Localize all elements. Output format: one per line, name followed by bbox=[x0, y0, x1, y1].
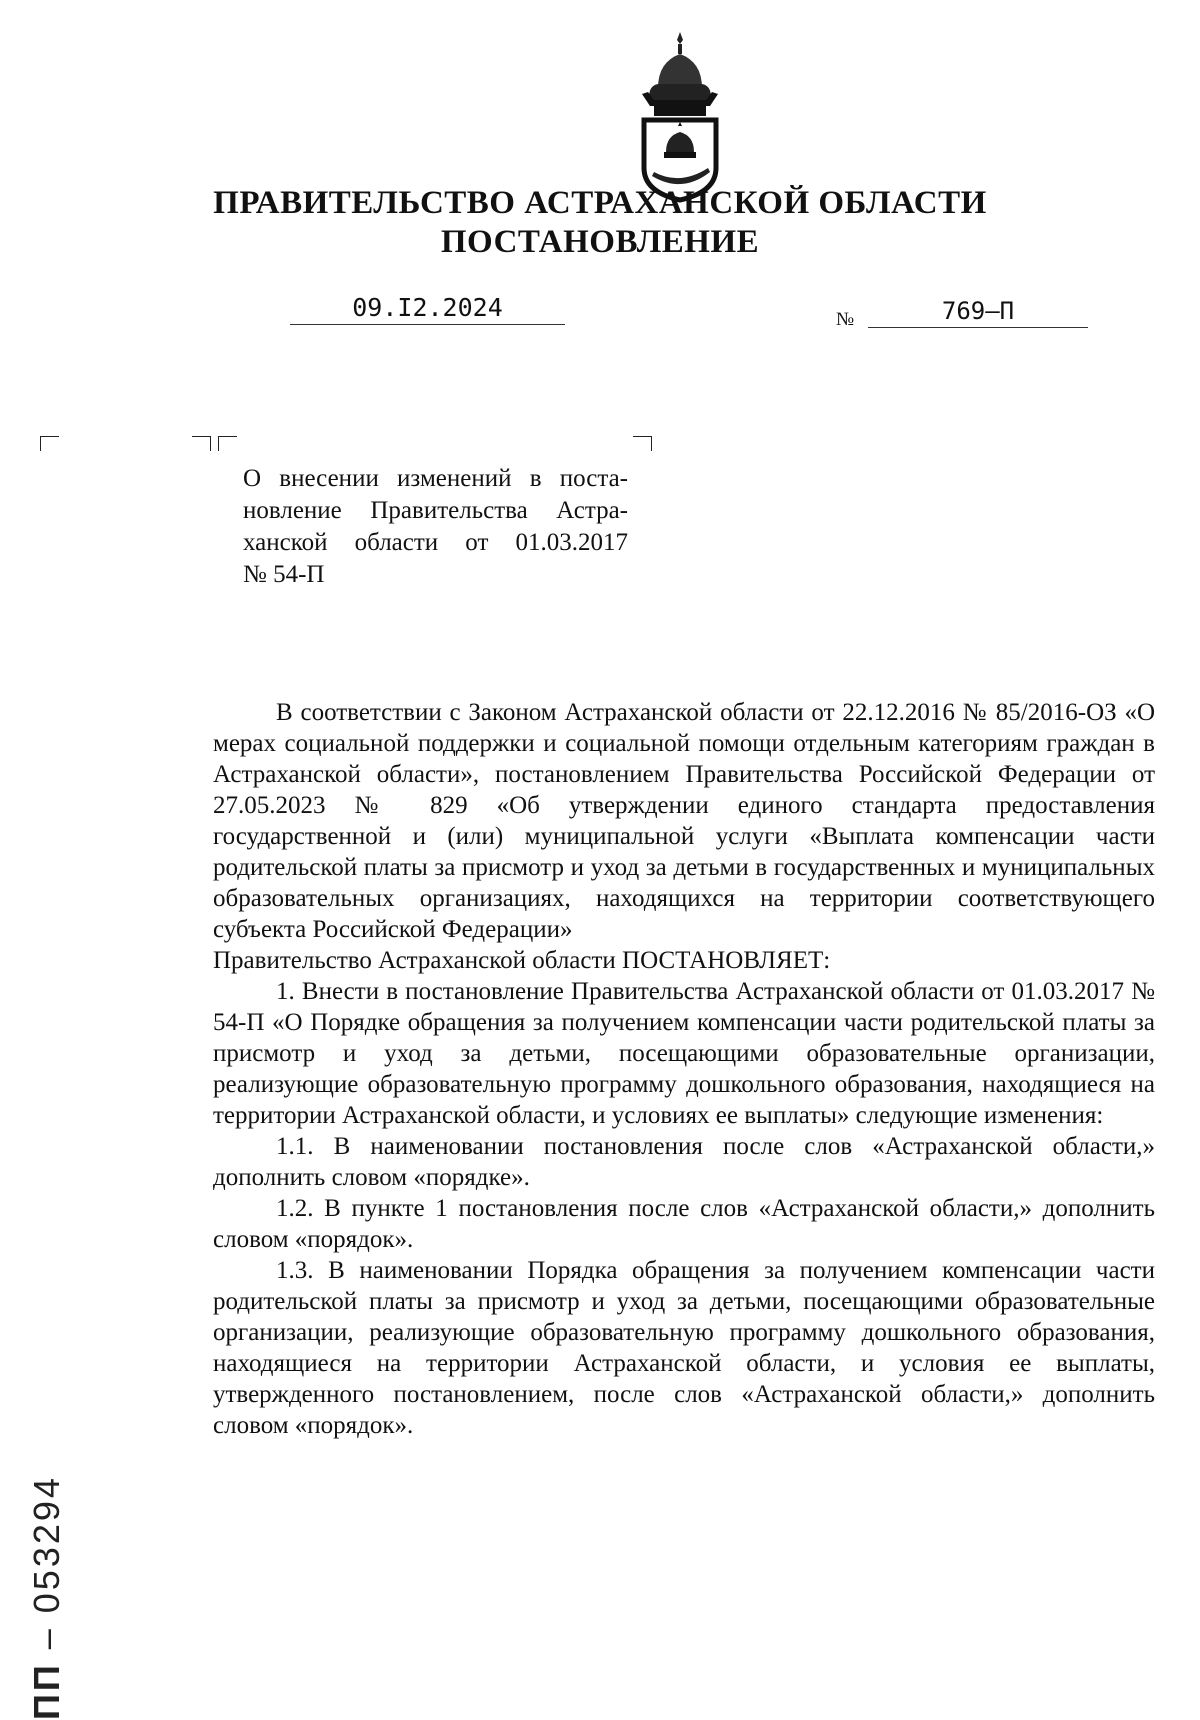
document-type: ПОСТАНОВЛЕНИЕ bbox=[440, 224, 760, 260]
corner-mark-top-right bbox=[192, 436, 211, 451]
document-subject bbox=[243, 463, 628, 591]
number-sign: № bbox=[836, 309, 855, 330]
document-number: 769–П bbox=[868, 297, 1088, 328]
item-1-1-paragraph: 1.1. В наименовании постановления после слов «Астраханской области,» дополнить словом «порядке». bbox=[213, 1133, 1155, 1191]
decree-paragraph: Правительство Астраханской области ПОСТАНОВЛЯЕТ: bbox=[213, 947, 831, 974]
corner-mark-top-left bbox=[218, 436, 237, 451]
preamble-paragraph: В соответствии с Законом Астраханской области от 22.12.2016 № 85/2016-ОЗ «О мерах социальной поддержки и социальной помощи отдельным категориям граждан в Астраханской области», постановлением Правительства Российской Федерации от 27.05.2023 № 829 «Об утверждении единого стандарта предоставления государственной и (или) муниципальной услуги «Выплата компенсации части родительской платы за присмотр и уход за детьми в государственных и муниципальных образовательных организациях, находящихся на территории соответствующего субъекта Российской Федерации» bbox=[213, 699, 1155, 943]
corner-mark-top-right bbox=[633, 436, 652, 451]
subject-line: О внесении изменений в поста- bbox=[243, 465, 628, 492]
organization-title: ПРАВИТЕЛЬСТВО АСТРАХАНСКОЙ ОБЛАСТИ bbox=[213, 185, 987, 221]
item-1-2-paragraph: 1.2. В пункте 1 постановления после слов «Астраханской области,» дополнить словом «порядок». bbox=[213, 1195, 1155, 1253]
coat-of-arms-icon bbox=[628, 28, 732, 204]
subject-line: ханской области от 01.03.2017 bbox=[243, 529, 628, 556]
document-body bbox=[213, 697, 1155, 1441]
item-1-paragraph: 1. Внести в постановление Правительства Астраханской области от 01.03.2017 № 54-П «О Порядке обращения за получением компенсации части родительской платы за присмотр и уход за детьми, посещающими образовательные организации, реализующие образовательную программу дошкольного образования, находящиеся на территории Астраханской области, и условиях ее выплаты» следующие изменения: bbox=[213, 978, 1155, 1129]
subject-line: № 54-П bbox=[243, 561, 325, 588]
blank-serial-number bbox=[22, 1400, 72, 1720]
serial-prefix: ПП bbox=[26, 1662, 67, 1720]
serial-number: – 053294 bbox=[26, 1475, 67, 1663]
item-1-3-paragraph: 1.3. В наименовании Порядка обращения за получением компенсации части родительской платы за присмотр и уход за детьми, посещающими образовательные организации, реализующие образовательную программу дошкольного образования, находящиеся на территории Астраханской области, и условия ее выплаты, утвержденного постановлением, после слов «Астраханской области,» дополнить словом «порядок». bbox=[213, 1257, 1155, 1439]
corner-mark-top-left bbox=[40, 436, 59, 451]
document-date: 09.I2.2024 bbox=[290, 293, 565, 325]
subject-line: новление Правительства Астра- bbox=[243, 497, 628, 524]
